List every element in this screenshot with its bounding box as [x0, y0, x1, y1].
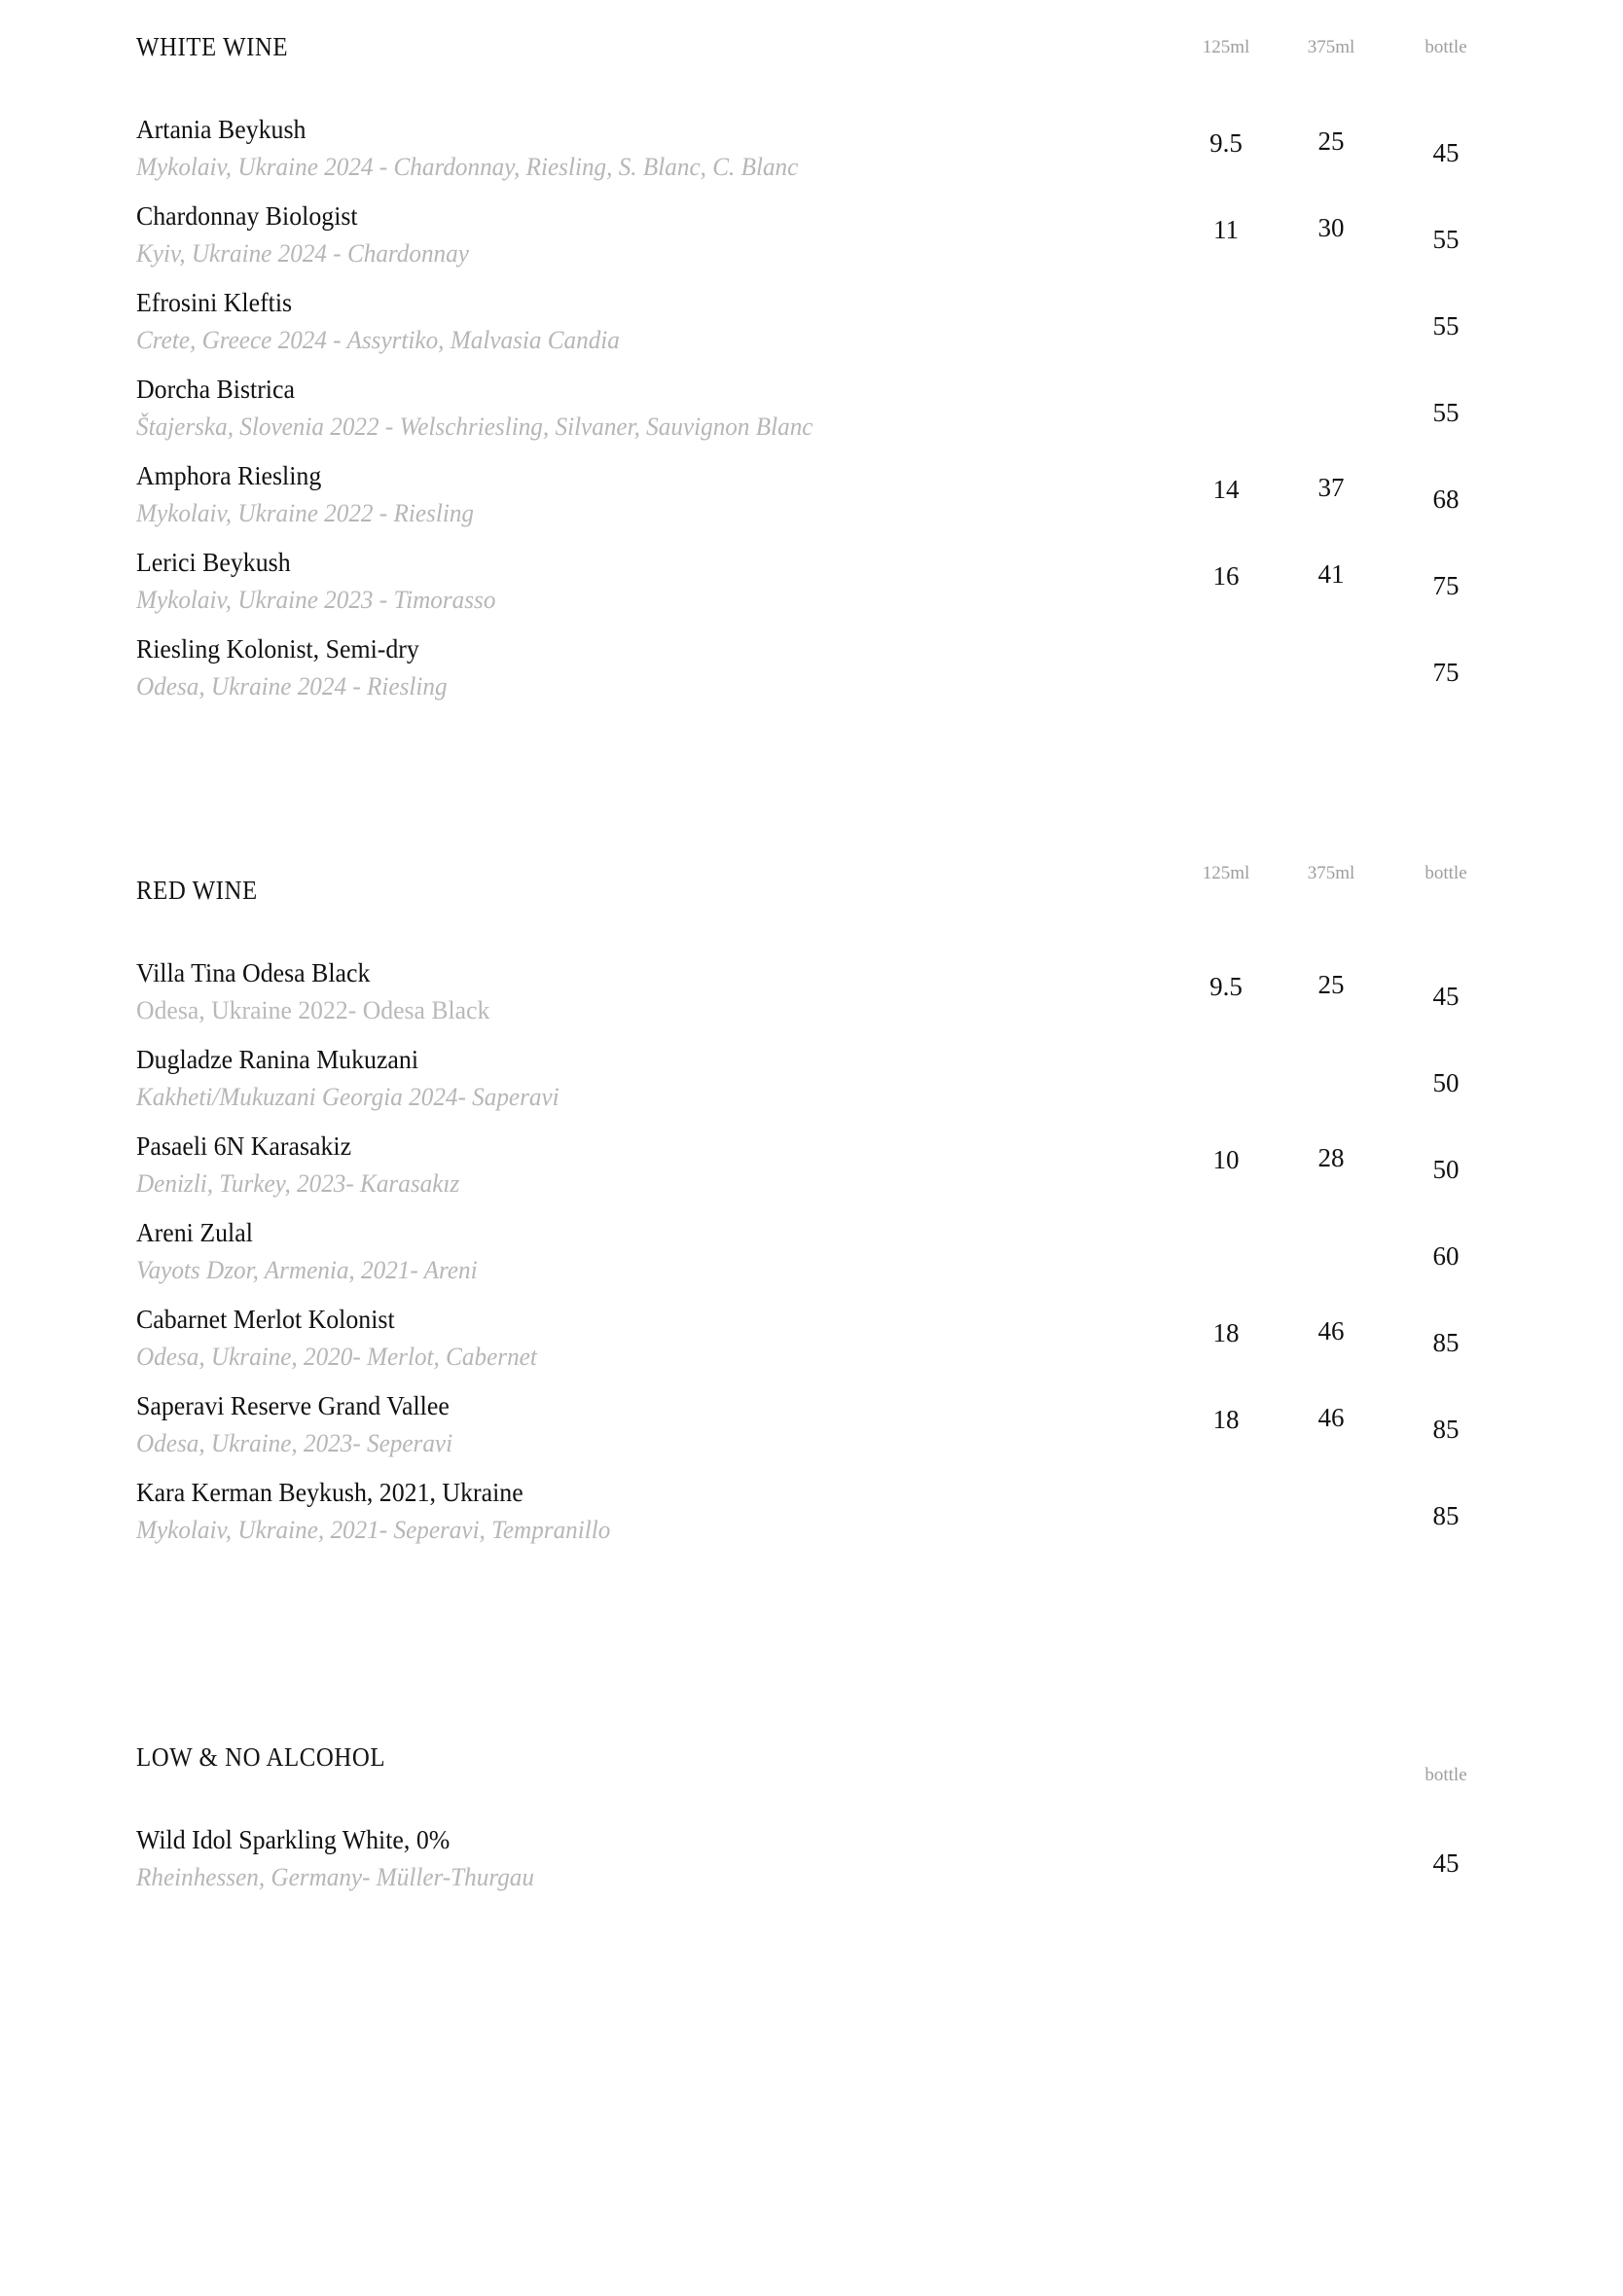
price-bottle: 45	[1432, 138, 1460, 167]
column-header-125ml: 125ml	[1202, 863, 1250, 883]
price-bottle: 45	[1432, 982, 1460, 1011]
menu-item[interactable]	[136, 632, 1498, 719]
menu-item[interactable]	[136, 373, 1498, 459]
price-375ml: 46	[1317, 1316, 1345, 1345]
section-header-low-no-alcohol	[136, 1710, 1498, 1785]
section-header-red-wine	[136, 843, 1498, 906]
price-375ml: 37	[1317, 473, 1345, 502]
item-prices	[1177, 1476, 1498, 1562]
menu-item[interactable]	[136, 199, 1498, 286]
price-bottle: 85	[1432, 1501, 1460, 1530]
item-description: Mykolaiv, Ukraine 2024 - Chardonnay, Riesling, S. Blanc, C. Blanc	[136, 152, 799, 181]
price-bottle: 60	[1432, 1241, 1460, 1271]
price-bottle: 55	[1432, 311, 1460, 341]
item-name: Artania Beykush	[136, 114, 307, 144]
item-prices	[1177, 373, 1498, 459]
item-list-low-no-alcohol	[136, 1823, 1498, 1910]
item-prices	[1177, 546, 1498, 632]
item-description: Odesa, Ukraine 2022- Odesa Black	[136, 995, 490, 1024]
item-prices	[1177, 113, 1498, 199]
item-description: Denizli, Turkey, 2023- Karasakız	[136, 1168, 460, 1198]
item-name: Saperavi Reserve Grand Vallee	[136, 1390, 450, 1420]
item-prices	[1177, 632, 1498, 719]
column-headers-red-wine	[1177, 861, 1498, 884]
item-description: Vayots Dzor, Armenia, 2021- Areni	[136, 1255, 478, 1284]
item-description: Odesa, Ukraine, 2020- Merlot, Cabernet	[136, 1342, 537, 1371]
item-description: Mykolaiv, Ukraine 2022 - Riesling	[136, 498, 475, 527]
item-name: Pasaeli 6N Karasakiz	[136, 1130, 352, 1161]
column-header-bottle: bottle	[1425, 37, 1467, 57]
item-prices	[1177, 199, 1498, 286]
column-header-125ml: 125ml	[1202, 37, 1250, 57]
item-description: Mykolaiv, Ukraine, 2021- Seperavi, Tempranillo	[136, 1515, 611, 1544]
column-header-bottle: bottle	[1425, 1765, 1467, 1785]
column-headers-low-no-alcohol	[1177, 1763, 1498, 1786]
price-bottle: 45	[1432, 1848, 1460, 1878]
item-name: Kara Kerman Beykush, 2021, Ukraine	[136, 1477, 523, 1507]
item-description: Kakheti/Mukuzani Georgia 2024- Saperavi	[136, 1082, 559, 1111]
item-name: Amphora Riesling	[136, 460, 322, 490]
section-header-white-wine	[136, 0, 1498, 62]
menu-item[interactable]	[136, 113, 1498, 199]
item-name: Dugladze Ranina Mukuzani	[136, 1044, 419, 1074]
menu-item[interactable]	[136, 1130, 1498, 1216]
menu-item[interactable]	[136, 1823, 1498, 1910]
price-125ml: 18	[1212, 1405, 1240, 1434]
item-name: Dorcha Bistrica	[136, 374, 295, 404]
item-name: Wild Idol Sparkling White, 0%	[136, 1824, 451, 1854]
item-prices	[1177, 1823, 1498, 1910]
menu-item[interactable]	[136, 546, 1498, 632]
item-name: Cabarnet Merlot Kolonist	[136, 1304, 395, 1334]
price-375ml: 25	[1317, 126, 1345, 156]
item-name: Chardonnay Biologist	[136, 200, 358, 231]
menu-item[interactable]	[136, 459, 1498, 546]
price-bottle: 68	[1432, 484, 1460, 514]
item-prices	[1177, 1130, 1498, 1216]
price-bottle: 50	[1432, 1155, 1460, 1184]
item-description: Rheinhessen, Germany- Müller-Thurgau	[136, 1862, 534, 1891]
price-bottle: 85	[1432, 1415, 1460, 1444]
price-375ml: 30	[1317, 213, 1345, 242]
column-header-375ml: 375ml	[1307, 37, 1355, 57]
price-125ml: 16	[1212, 561, 1240, 591]
menu-item[interactable]	[136, 1043, 1498, 1130]
price-125ml: 9.5	[1209, 972, 1243, 1001]
price-375ml: 41	[1317, 559, 1345, 589]
price-375ml: 25	[1317, 970, 1345, 999]
menu-item[interactable]	[136, 1303, 1498, 1389]
section-red-wine	[136, 843, 1498, 1562]
item-prices	[1177, 286, 1498, 373]
item-prices	[1177, 459, 1498, 546]
price-375ml: 46	[1317, 1403, 1345, 1432]
item-prices	[1177, 1303, 1498, 1389]
price-375ml: 28	[1317, 1143, 1345, 1172]
item-description: Crete, Greece 2024 - Assyrtiko, Malvasia Candia	[136, 325, 620, 354]
price-125ml: 11	[1213, 215, 1239, 244]
item-prices	[1177, 1216, 1498, 1303]
price-bottle: 75	[1432, 571, 1460, 600]
column-header-bottle: bottle	[1425, 863, 1467, 883]
item-name: Efrosini Kleftis	[136, 287, 293, 317]
column-headers-white-wine	[1177, 35, 1498, 58]
item-prices	[1177, 1389, 1498, 1476]
item-list-white-wine	[136, 113, 1498, 719]
section-title-white-wine: WHITE WINE	[136, 32, 289, 61]
price-bottle: 75	[1432, 658, 1460, 687]
section-spacer	[136, 719, 1498, 843]
price-125ml: 9.5	[1209, 128, 1243, 158]
menu-sheet	[136, 0, 1498, 1910]
spacer	[136, 906, 1498, 956]
item-description: Štajerska, Slovenia 2022 - Welschriesling, Silvaner, Sauvignon Blanc	[136, 412, 813, 441]
item-description: Odesa, Ukraine, 2023- Seperavi	[136, 1428, 453, 1457]
item-name: Lerici Beykush	[136, 547, 291, 577]
section-title-low-no-alcohol: LOW & NO ALCOHOL	[136, 1742, 386, 1772]
column-header-375ml: 375ml	[1307, 863, 1355, 883]
price-bottle: 50	[1432, 1068, 1460, 1097]
menu-item[interactable]	[136, 1216, 1498, 1303]
price-125ml: 10	[1212, 1145, 1240, 1174]
price-bottle: 85	[1432, 1328, 1460, 1357]
menu-item[interactable]	[136, 1476, 1498, 1562]
item-prices	[1177, 1043, 1498, 1130]
item-description: Mykolaiv, Ukraine 2023 - Timorasso	[136, 585, 496, 614]
price-bottle: 55	[1432, 398, 1460, 427]
item-description: Odesa, Ukraine 2024 - Riesling	[136, 671, 448, 700]
menu-item[interactable]	[136, 956, 1498, 1043]
item-name: Villa Tina Odesa Black	[136, 957, 371, 987]
item-list-red-wine	[136, 956, 1498, 1562]
spacer	[136, 62, 1498, 113]
section-white-wine	[136, 0, 1498, 719]
price-125ml: 18	[1212, 1318, 1240, 1347]
section-spacer	[136, 1562, 1498, 1710]
item-name: Riesling Kolonist, Semi-dry	[136, 633, 419, 664]
menu-item[interactable]	[136, 286, 1498, 373]
item-name: Areni Zulal	[136, 1217, 253, 1247]
menu-item[interactable]	[136, 1389, 1498, 1476]
item-description: Kyiv, Ukraine 2024 - Chardonnay	[136, 238, 469, 268]
price-bottle: 55	[1432, 225, 1460, 254]
section-title-red-wine: RED WINE	[136, 876, 258, 905]
item-prices	[1177, 956, 1498, 1043]
section-low-no-alcohol	[136, 1710, 1498, 1910]
price-125ml: 14	[1212, 475, 1240, 504]
